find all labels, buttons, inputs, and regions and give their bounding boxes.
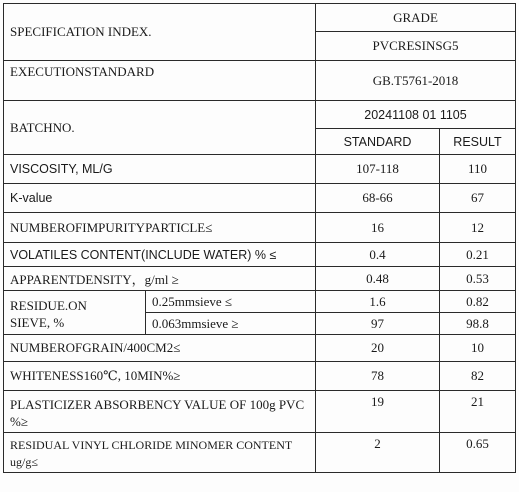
row-label: RESIDUAL VINYL CHLORIDE MINOMER CONTENT ug/g≤ (4, 433, 316, 473)
row-label: NUMBEROFIMPURITYPARTICLE≤ (4, 213, 316, 243)
sieve-label: 0.25mmsieve ≤ (146, 291, 316, 313)
batch-no-value: 20241108 01 1105 (316, 101, 516, 129)
table-row (4, 291, 516, 313)
row-result: 110 (440, 155, 516, 184)
row-label: VOLATILES CONTENT(INCLUDE WATER) % ≤ (4, 243, 316, 267)
table-row (4, 391, 516, 433)
row-result: 10 (440, 335, 516, 362)
row-result: 0.65 (440, 433, 516, 473)
residue-label-line1: RESIDUE.ON (10, 297, 87, 313)
row-standard: 0.4 (316, 243, 440, 267)
spec-index-label: SPECIFICATION INDEX. (4, 4, 316, 61)
row-result: 82 (440, 362, 516, 391)
row-standard: 2 (316, 433, 440, 473)
specification-table (3, 3, 516, 473)
row-standard: 0.48 (316, 267, 440, 291)
table-row (4, 243, 516, 267)
row-label: WHITENESS160℃, 10MIN%≥ (4, 362, 316, 391)
row-result: 0.53 (440, 267, 516, 291)
row-result: 67 (440, 184, 516, 213)
residue-label-line2: SIEVE, % (10, 314, 65, 330)
residue-label (4, 291, 146, 335)
grade-value: PVCRESINSG5 (316, 32, 516, 61)
row-standard: 97 (316, 313, 440, 335)
table-row (4, 267, 516, 291)
row-result: 21 (440, 391, 516, 433)
row-standard: 19 (316, 391, 440, 433)
table-row (4, 433, 516, 473)
standard-column-header: STANDARD (316, 129, 440, 155)
row-result: 98.8 (440, 313, 516, 335)
row-standard: 20 (316, 335, 440, 362)
execution-standard-label: EXECUTIONSTANDARD (4, 61, 316, 101)
row-result: 0.82 (440, 291, 516, 313)
sieve-label: 0.063mmsieve ≥ (146, 313, 316, 335)
table-row (4, 155, 516, 184)
row-standard: 16 (316, 213, 440, 243)
row-label: PLASTICIZER ABSORBENCY VALUE OF 100g PVC %≥ (4, 391, 316, 433)
row-result: 12 (440, 213, 516, 243)
row-result: 0.21 (440, 243, 516, 267)
row-label: VISCOSITY, ML/G (4, 155, 316, 184)
row-standard: 107-118 (316, 155, 440, 184)
row-standard: 1.6 (316, 291, 440, 313)
table-row (4, 335, 516, 362)
row-standard: 78 (316, 362, 440, 391)
row-label: K-value (4, 184, 316, 213)
row-standard: 68-66 (316, 184, 440, 213)
table-row (4, 184, 516, 213)
result-column-header: RESULT (440, 129, 516, 155)
batch-no-label: BATCHNO. (4, 101, 316, 155)
table-row (4, 213, 516, 243)
row-label: APPARENTDENSITY，g/ml ≥ (4, 267, 316, 291)
grade-label: GRADE (316, 4, 516, 32)
execution-standard-value: GB.T5761-2018 (316, 61, 516, 101)
table-row (4, 362, 516, 391)
row-label: NUMBEROFGRAIN/400CM2≤ (4, 335, 316, 362)
